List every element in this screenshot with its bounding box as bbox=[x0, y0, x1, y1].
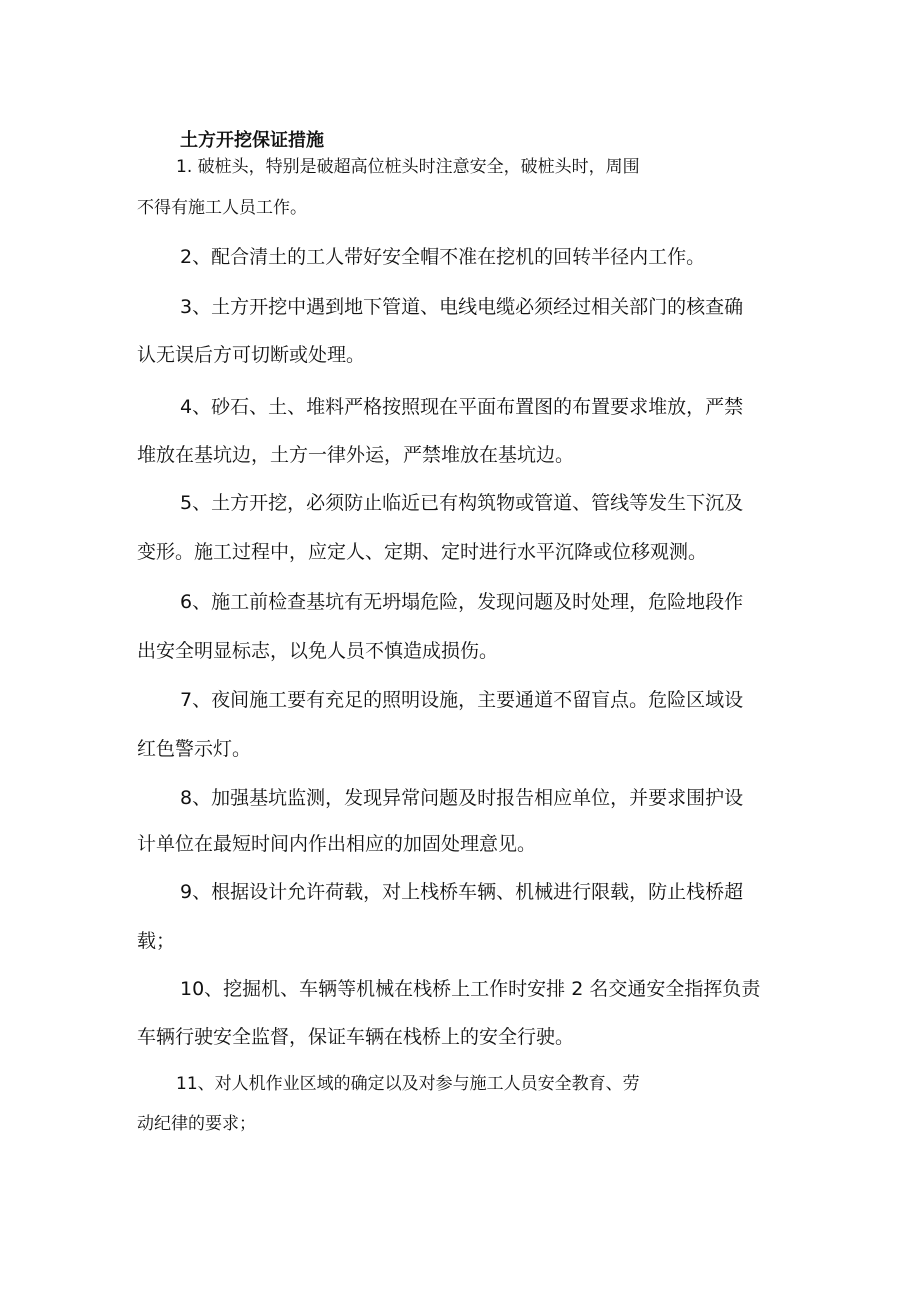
paragraph-3-line-1: 3、土方开挖中遇到地下管道、电线电缆必须经过相关部门的核查确 bbox=[180, 296, 744, 318]
paragraph-4-line-2: 堆放在基坑边，土方一律外运，严禁堆放在基坑边。 bbox=[137, 444, 575, 466]
paragraph-9-line-2: 载； bbox=[137, 930, 176, 952]
paragraph-9-line-1: 9、根据设计允许荷载，对上栈桥车辆、机械进行限载，防止栈桥超 bbox=[180, 881, 744, 903]
paragraph-5-line-1: 5、土方开挖，必须防止临近已有构筑物或管道、管线等发生下沉及 bbox=[180, 492, 744, 514]
paragraph-7-line-1: 7、夜间施工要有充足的照明设施，主要通道不留盲点。危险区域设 bbox=[180, 689, 744, 711]
paragraph-10-line-2: 车辆行驶安全监督，保证车辆在栈桥上的安全行驶。 bbox=[137, 1026, 575, 1048]
paragraph-4-line-1: 4、砂石、土、堆料严格按照现在平面布置图的布置要求堆放，严禁 bbox=[180, 396, 744, 418]
document-title: 土方开挖保证措施 bbox=[180, 130, 324, 151]
paragraph-8-line-2: 计单位在最短时间内作出相应的加固处理意见。 bbox=[137, 833, 537, 855]
paragraph-7-line-2: 红色警示灯。 bbox=[137, 738, 252, 760]
paragraph-6-line-2: 出安全明显标志，以免人员不慎造成损伤。 bbox=[137, 640, 499, 662]
paragraph-1-line-2: 不得有施工人员工作。 bbox=[137, 198, 307, 218]
paragraph-3-line-2: 认无误后方可切断或处理。 bbox=[137, 344, 366, 366]
paragraph-5-line-2: 变形。施工过程中，应定人、定期、定时进行水平沉降或位移观测。 bbox=[137, 541, 708, 563]
paragraph-2-line-1: 2、配合清土的工人带好安全帽不准在挖机的回转半径内工作。 bbox=[180, 246, 706, 268]
paragraph-10-line-1: 10、挖掘机、车辆等机械在栈桥上工作时安排 2 名交通安全指挥负责 bbox=[180, 978, 761, 1000]
paragraph-1-line-1: 1. 破桩头，特别是破超高位桩头时注意安全，破桩头时，周围 bbox=[176, 157, 640, 177]
paragraph-8-line-1: 8、加强基坑监测，发现异常问题及时报告相应单位，并要求围护设 bbox=[180, 787, 744, 809]
paragraph-11-line-2: 动纪律的要求； bbox=[137, 1114, 256, 1134]
paragraph-11-line-1: 11、对人机作业区域的确定以及对参与施工人员安全教育、劳 bbox=[176, 1074, 640, 1094]
paragraph-6-line-1: 6、施工前检查基坑有无坍塌危险，发现问题及时处理，危险地段作 bbox=[180, 591, 744, 613]
